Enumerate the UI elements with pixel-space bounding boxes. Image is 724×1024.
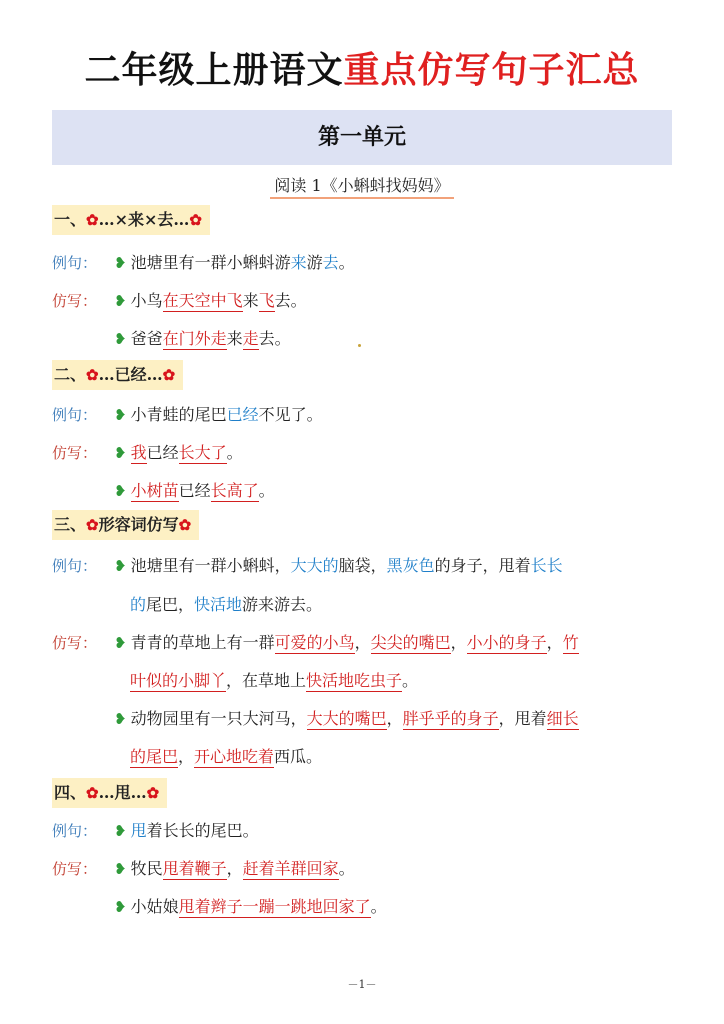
text: 游 <box>306 253 323 272</box>
s1-imitate-1 <box>52 288 674 311</box>
s2-imitate-2 <box>52 478 674 501</box>
flower-icon: ✿ <box>189 211 202 229</box>
flower-icon: ✿ <box>162 366 176 384</box>
text: 尾巴， <box>146 595 195 614</box>
leaf-icon: ❥ <box>114 330 127 348</box>
underlined: 细长 <box>546 709 579 728</box>
s4-imitate-2 <box>52 894 674 917</box>
s3-example-line-2 <box>130 592 322 615</box>
example-label: 例句： <box>52 406 98 424</box>
text: 。 <box>338 859 355 878</box>
text: 去。 <box>258 329 291 348</box>
text: 已经 <box>178 481 211 500</box>
flower-icon: ✿ <box>178 516 192 534</box>
example-label: 例句： <box>52 822 98 840</box>
text: 西瓜。 <box>274 747 323 766</box>
underlined: 可爱的小鸟 <box>274 633 355 652</box>
text: ， <box>386 709 403 728</box>
section-number: 二、 <box>54 365 87 384</box>
leaf-icon: ❥ <box>114 898 127 916</box>
text: 脑袋， <box>338 556 387 575</box>
highlight: 甩 <box>130 821 147 840</box>
s3-example-line-1 <box>52 553 674 576</box>
underlined: 飞 <box>226 291 243 310</box>
underlined: 长高了 <box>210 481 259 500</box>
highlight: 快活地 <box>194 595 243 614</box>
text: ， <box>546 633 563 652</box>
highlight: 去 <box>322 253 339 272</box>
leaf-icon: ❥ <box>114 482 127 500</box>
imitate-label: 仿写： <box>52 860 98 878</box>
text: 的身子，甩着 <box>434 556 531 575</box>
underlined: 飞 <box>258 291 275 310</box>
s3-imitate-1-line-2 <box>130 668 418 691</box>
section-number: 三、 <box>54 515 87 534</box>
s3-imitate-2-line-2 <box>130 744 322 767</box>
section-name: …已经… <box>98 365 163 384</box>
lesson-text: 阅读 1《小蝌蚪找妈妈》 <box>270 176 453 199</box>
example-label: 例句： <box>52 254 98 272</box>
leaf-icon: ❥ <box>114 860 127 878</box>
unit-header: 第一单元 <box>52 110 672 165</box>
flower-icon: ✿ <box>146 784 160 802</box>
leaf-icon: ❥ <box>114 557 127 575</box>
underlined: 快活地吃虫子 <box>306 671 403 690</box>
underlined: 的尾巴 <box>130 747 179 766</box>
title-black: 二年级上册语文 <box>84 50 344 91</box>
imitate-label: 仿写： <box>52 634 98 652</box>
highlight: 的 <box>130 595 147 614</box>
page-title <box>0 42 724 93</box>
text: 游来游去。 <box>242 595 323 614</box>
s1-example <box>52 250 674 273</box>
text: 青青的草地上有一群 <box>130 633 275 652</box>
text: 小青蛙的尾巴 <box>130 405 227 424</box>
text: ， <box>178 747 195 766</box>
s3-imitate-2-line-1 <box>52 706 674 729</box>
text: ，甩着 <box>498 709 547 728</box>
underlined: 小树苗 <box>130 481 179 500</box>
highlight: 黑灰色 <box>386 556 435 575</box>
s4-imitate-1 <box>52 856 674 879</box>
highlight: 来 <box>290 253 307 272</box>
leaf-icon: ❥ <box>114 634 127 652</box>
flower-icon: ✿ <box>86 516 99 534</box>
underlined: 甩着鞭子 <box>162 859 227 878</box>
underlined: 竹 <box>562 633 579 652</box>
lesson-title <box>0 173 724 196</box>
title-red: 重点仿写句子汇总 <box>343 50 640 91</box>
example-label: 例句： <box>52 557 98 575</box>
leaf-icon: ❥ <box>114 822 127 840</box>
flower-icon: ✿ <box>86 211 99 229</box>
underlined: 走 <box>210 329 227 348</box>
underlined: 叶似的小脚丫 <box>130 671 227 690</box>
section-name: …甩… <box>98 783 147 802</box>
section-4-header <box>52 778 167 808</box>
underlined: 赶着羊群回家 <box>242 859 339 878</box>
s2-imitate-1 <box>52 440 674 463</box>
imitate-label: 仿写： <box>52 292 98 310</box>
text: 。 <box>370 897 387 916</box>
underlined: 在天空中 <box>162 291 227 310</box>
leaf-icon: ❥ <box>114 292 127 310</box>
text: ， <box>226 859 243 878</box>
underlined: 长大了 <box>178 443 227 462</box>
s4-example <box>52 818 674 841</box>
text: 已经 <box>146 443 179 462</box>
text: 牧民 <box>130 859 163 878</box>
underlined: 走 <box>242 329 259 348</box>
underlined: 甩着辫子一蹦一跳地回家了 <box>178 897 371 916</box>
text: 池塘里有一群小蝌蚪， <box>130 556 291 575</box>
leaf-icon: ❥ <box>114 710 127 728</box>
text: 池塘里有一群小蝌蚪游 <box>130 253 291 272</box>
text: ，在草地上 <box>226 671 307 690</box>
section-number: 四、 <box>54 783 87 802</box>
leaf-icon: ❥ <box>114 444 127 462</box>
page-number: －1－ <box>347 978 377 991</box>
text: 小鸟 <box>130 291 163 310</box>
underlined: 大大的嘴巴 <box>306 709 387 728</box>
imitate-label: 仿写： <box>52 444 98 462</box>
s1-imitate-2 <box>52 326 674 349</box>
section-number: 一、 <box>54 210 87 229</box>
text: ， <box>354 633 371 652</box>
text: 小姑娘 <box>130 897 179 916</box>
section-3-header <box>52 510 199 540</box>
underlined: 尖尖的嘴巴 <box>370 633 451 652</box>
section-1-header <box>52 205 210 235</box>
highlight: 长长 <box>530 556 563 575</box>
s2-example <box>52 402 674 425</box>
flower-icon: ✿ <box>86 366 99 384</box>
text: 。 <box>402 671 419 690</box>
text: 。 <box>338 253 355 272</box>
s3-imitate-1-line-1 <box>52 630 674 653</box>
section-name: …×来×去… <box>98 210 190 229</box>
underlined: 在门外 <box>162 329 211 348</box>
text: 不见了。 <box>258 405 323 424</box>
text: 着长长的尾巴。 <box>146 821 259 840</box>
text: 爸爸 <box>130 329 163 348</box>
highlight: 已经 <box>226 405 259 424</box>
underlined: 胖乎乎的身子 <box>402 709 499 728</box>
text: 。 <box>226 443 243 462</box>
underlined: 小小的身子 <box>466 633 547 652</box>
underlined: 我 <box>130 443 147 462</box>
text: 动物园里有一只大河马， <box>130 709 307 728</box>
text: 来 <box>242 291 259 310</box>
leaf-icon: ❥ <box>114 254 127 272</box>
section-name: 形容词仿写 <box>98 515 179 534</box>
underlined: 开心地吃着 <box>194 747 275 766</box>
text: 。 <box>258 481 275 500</box>
text: 来 <box>226 329 243 348</box>
leaf-icon: ❥ <box>114 406 127 424</box>
text: 去。 <box>274 291 307 310</box>
section-2-header <box>52 360 183 390</box>
highlight: 大大的 <box>290 556 339 575</box>
flower-icon: ✿ <box>86 784 99 802</box>
text: ， <box>450 633 467 652</box>
